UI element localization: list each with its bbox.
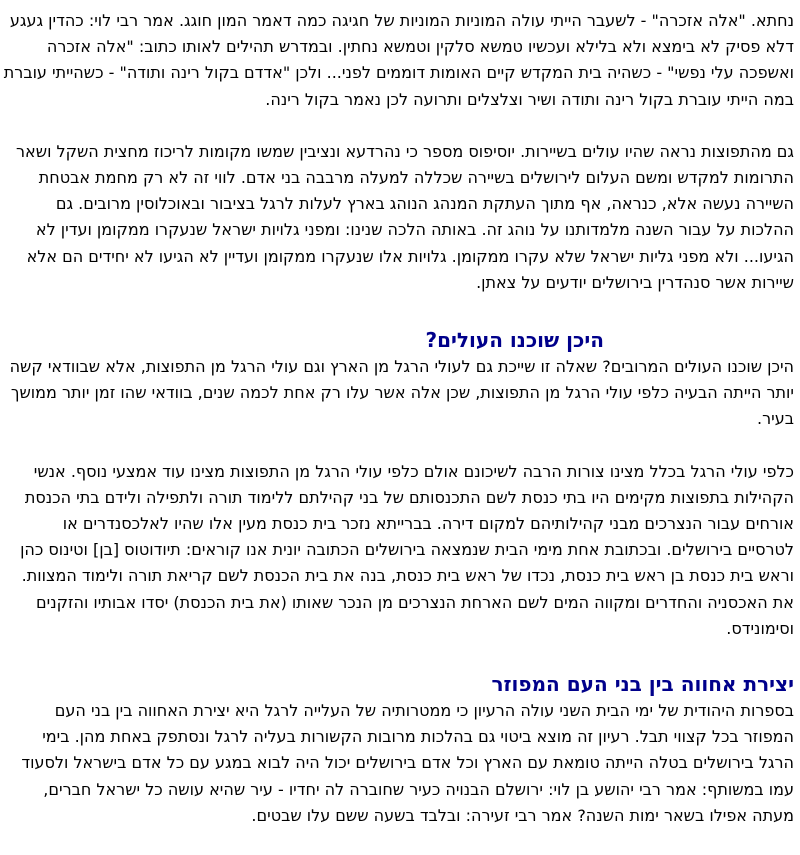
heading-where-were-pilgrims-housed: היכן שוכנו העולים? [425, 328, 604, 353]
paragraph-synagogue-hostels: כלפי עולי הרגל בכלל מצינו צורות הרבה לשיכונם אולם כלפי עולי הרגל מן התפוצות מצינו עוד אמצעי נוסף. אנשי הקהילות בתפוצות מקימים היו בתי כנסת לשם התכנסותם של בני קהילתם ללימוד תורה ולתפילה ולידם בתי הכנסת אורחים עבור הנצרכים מבני קהילותיהם למקום דירה. בברייתא נזכר בית כנסת מעין אלו שהיו לאלכסנדרים או לטרסיים בירושלים. ובכתובת אחת מימי הבית שנמצאה בירושלים הכתובה יונית אנו קוראים: תיודוטוס [בן] וטינוס כהן וראש בית כנסת בן ראש בית כנסת, נכדו של ראש בית כנסת, בנה את בית הכנסת לשם קריאת תורה ולימוד המצוות. את האכסניה והחדרים ומקווה המים לשם הארחת הנצרכים מן הנכר שאותו (את בית הכנסת) יסדו אבותיו והזקנים וסימונידס. [20, 461, 794, 638]
heading-brotherhood: יצירת אחווה בין בני העם המפוזר [491, 672, 794, 697]
paragraph-housing-question: היכן שוכנו העולים המרובים? שאלה זו שייכת גם לעולי הרגל מן הארץ וגם עולי הרגל מן התפוצות, אלא שבוודאי קשה יותר הייתה הבעיה כלפי עולי הרגל מן התפוצות, שכן אלה אשר עלו רק אחת לכמה שנים, בוודאי שהו זמן יותר ממושך בעיר. [9, 357, 794, 429]
paragraph-pilgrimage-songs: נחתא. "אלה אזכרה" - לשעבר הייתי עולה המוניות המוניות של חגיגה כמה דאמר המון חוגג. אמר רבי לוי: כהדין געגע דלא פסיק לא בימצא ולא בלילא ועכשיו טמשא סלקין וטמשא נחתין. ובמדרש תהילים לאותו כתוב: "אלה אזכרה ואשפכה עלי נפשי" - כשהיה בית המקדש קיים האומות דוממים לפני... ולכן "אדדם בקול רינה ותודה" - כשהייתי עוברת במה הייתי עוברת בקול רינה ותודה ושיר וצלצלים ותרועה לכן נאמר בקול רינה. [3, 11, 794, 109]
paragraph-brotherhood: בספרות היהודית של ימי הבית השני עולה הרעיון כי ממטרותיה של העלייה לרגל היא יצירת האחווה בין בני העם המפוזר בכל קצווי תבל. רעיון זה מוצא ביטוי גם בהלכות מרובות הקשורות בעליה לרגל ונסתפק באחת מהן. בימי הרגל בירושלים בטלה הייתה טומאת עם הארץ וכל אדם בירושלים יכול היה לבוא במגע עם כל אדם בישראל ולסעוד עמו במשותף: אמר רבי יהושע בן לוי: ירושלם הבנויה כעיר שחוברה לה יחדיו - עיר שהיא עושה כל ישראל חברים, מעתה אפילו בשאר ימות השנה? אמר רבי זעירה: ובלבד בשעה ששם עלו שבטים. [21, 701, 794, 825]
article-body [2, 8, 794, 855]
paragraph-diaspora-caravans: גם מהתפוצות נראה שהיו עולים בשיירות. יוסיפוס מספר כי נהרדעא ונציבין שמשו מקומות לריכוז מחצית השקל ושאר התרומות למקדש ומשם העלום לירושלים בשיירה שכללה למעלה מרבבה בני אדם. לווי זה לא רק מחמת אבטחת השיירה נעשה אלא, כנראה, אף מתוך העתקת המנהג הנוהג בארץ לעלות לרגל בציבור ובאוכלוסין מרובים. גם ההלכות על עבור השנה מלמדותנו על נוהג זה. באותה הלכה שנינו: ומפני גלויות ישראל שנעקרו ממקומן ועדין לא הגיעו... ולא מפני גליות ישראל שלא עקרו ממקומן. גלויות אלו שנעקרו ממקומן ועדיין לא הגיעו לא יחידים הם אלא שיירות אשר סנהדרין בירושלים יודעים על צאתן. [16, 141, 794, 292]
